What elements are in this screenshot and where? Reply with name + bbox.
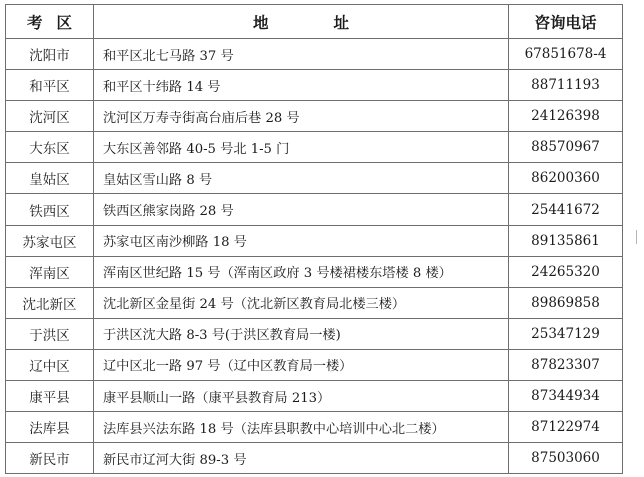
table-row <box>6 349 623 380</box>
cell-phone: 88570967 <box>509 132 623 163</box>
cell-address: 和平区十纬路 14 号 <box>94 70 509 101</box>
table-row <box>6 101 623 132</box>
cell-district: 皇姑区 <box>6 163 94 194</box>
cell-phone: 86200360 <box>509 163 623 194</box>
header-phone: 咨询电话 <box>509 5 623 39</box>
table-row <box>6 256 623 287</box>
cell-phone: 87823307 <box>509 349 623 380</box>
cell-address: 新民市辽河大街 89-3 号 <box>94 443 509 474</box>
cell-phone: 24126398 <box>509 101 623 132</box>
header-row <box>6 5 623 39</box>
exam-site-table-container <box>5 4 622 474</box>
cell-phone: 87122974 <box>509 412 623 443</box>
table-row <box>6 132 623 163</box>
cell-address: 辽中区北一路 97 号（辽中区教育局一楼） <box>94 349 509 380</box>
cell-address: 于洪区沈大路 8-3 号(于洪区教育局一楼) <box>94 318 509 349</box>
cell-district: 新民市 <box>6 443 94 474</box>
cell-phone: 89869858 <box>509 287 623 318</box>
cell-phone: 88711193 <box>509 70 623 101</box>
cell-district: 沈北新区 <box>6 287 94 318</box>
cell-district: 辽中区 <box>6 349 94 380</box>
cell-address: 浑南区世纪路 15 号（浑南区政府 3 号楼裙楼东塔楼 8 楼） <box>94 256 509 287</box>
cell-district: 沈阳市 <box>6 39 94 70</box>
cell-district: 浑南区 <box>6 256 94 287</box>
cell-phone: 67851678-4 <box>509 39 623 70</box>
cell-address: 苏家屯区南沙柳路 18 号 <box>94 225 509 256</box>
table-header <box>6 5 623 39</box>
table-row <box>6 163 623 194</box>
cell-phone: 24265320 <box>509 256 623 287</box>
cell-phone: 89135861 <box>509 225 623 256</box>
cell-district: 铁西区 <box>6 194 94 225</box>
cell-phone: 87344934 <box>509 381 623 412</box>
table-row <box>6 412 623 443</box>
cell-district: 法库县 <box>6 412 94 443</box>
cell-phone: 25347129 <box>509 318 623 349</box>
cell-address: 和平区北七马路 37 号 <box>94 39 509 70</box>
header-district: 考区 <box>6 5 94 39</box>
cell-address: 铁西区熊家岗路 28 号 <box>94 194 509 225</box>
table-row <box>6 287 623 318</box>
exam-site-table <box>5 4 623 474</box>
cell-district: 苏家屯区 <box>6 225 94 256</box>
table-row <box>6 225 623 256</box>
cell-district: 沈河区 <box>6 101 94 132</box>
page-edge-mark <box>636 230 637 244</box>
cell-district: 和平区 <box>6 70 94 101</box>
table-row <box>6 381 623 412</box>
table-row <box>6 443 623 474</box>
cell-district: 康平县 <box>6 381 94 412</box>
cell-address: 康平县顺山一路（康平县教育局 213） <box>94 381 509 412</box>
table-body <box>6 39 623 474</box>
cell-district: 大东区 <box>6 132 94 163</box>
cell-phone: 25441672 <box>509 194 623 225</box>
cell-address: 皇姑区雪山路 8 号 <box>94 163 509 194</box>
cell-district: 于洪区 <box>6 318 94 349</box>
table-row <box>6 39 623 70</box>
table-row <box>6 70 623 101</box>
table-row <box>6 194 623 225</box>
cell-address: 法库县兴法东路 18 号（法库县职教中心培训中心北二楼） <box>94 412 509 443</box>
table-row <box>6 318 623 349</box>
header-address: 地址 <box>94 5 509 39</box>
cell-address: 沈北新区金星街 24 号（沈北新区教育局北楼三楼） <box>94 287 509 318</box>
cell-phone: 87503060 <box>509 443 623 474</box>
cell-address: 沈河区万寿寺街高台庙后巷 28 号 <box>94 101 509 132</box>
cell-address: 大东区善邻路 40-5 号北 1-5 门 <box>94 132 509 163</box>
